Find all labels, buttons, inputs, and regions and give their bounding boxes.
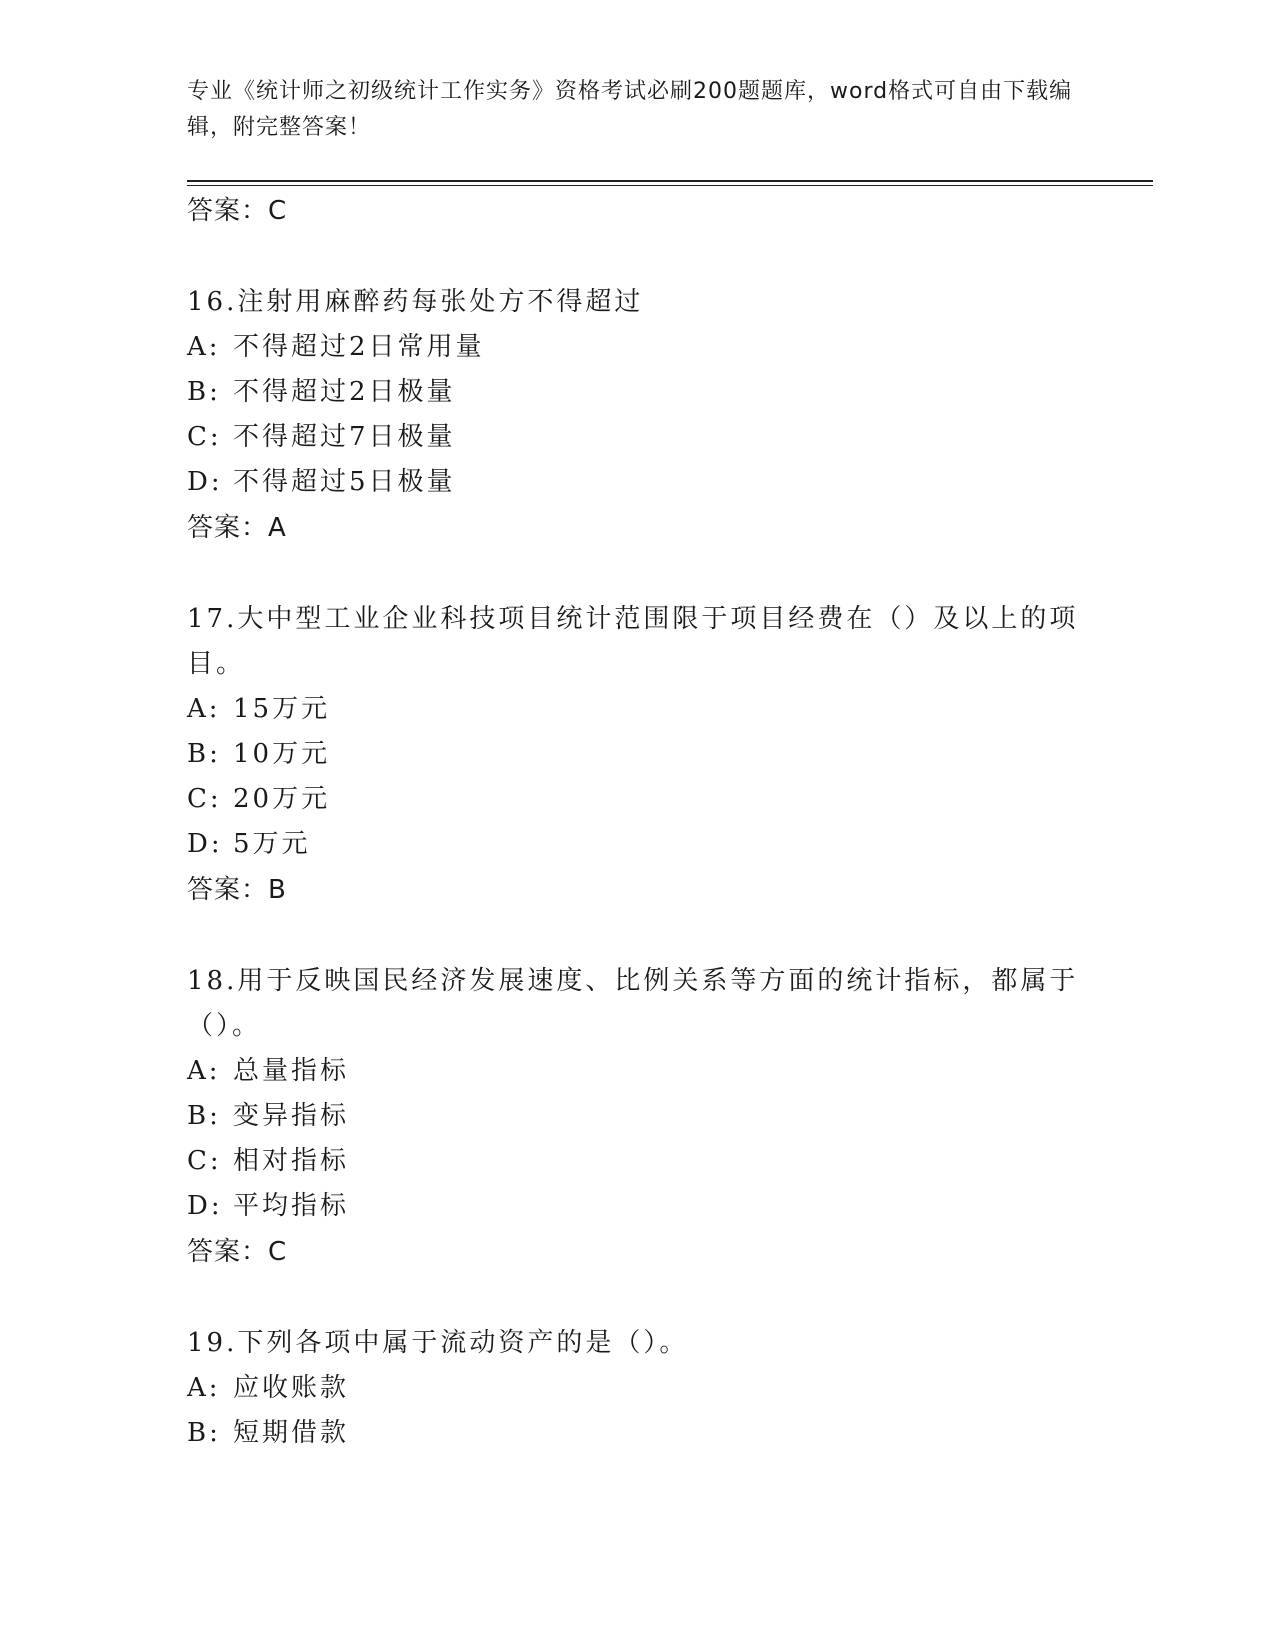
option-letter: C:	[187, 422, 222, 452]
option-b	[187, 370, 1087, 415]
option-letter: B:	[187, 739, 221, 769]
option-text: 5万元	[233, 829, 311, 859]
option-text: 相对指标	[233, 1146, 350, 1176]
option-c	[187, 415, 1087, 460]
option-a	[187, 325, 1087, 370]
option-d	[187, 1184, 1087, 1229]
option-letter: B:	[187, 1101, 221, 1131]
option-text: 变异指标	[233, 1101, 350, 1131]
option-text: 不得超过2日极量	[233, 377, 456, 407]
option-text: 短期借款	[233, 1418, 350, 1448]
question-text: 18.用于反映国民经济发展速度、比例关系等方面的统计指标，都属于（）。	[187, 966, 1079, 1041]
answer-line: 答案：A	[187, 513, 287, 543]
option-text: 不得超过2日常用量	[233, 332, 485, 362]
question-block	[187, 959, 1087, 1321]
option-a	[187, 687, 1087, 732]
option-letter: A:	[187, 1056, 221, 1086]
document-header: 专业《统计师之初级统计工作实务》资格考试必刷200题题库，word格式可自由下载编辑，附完整答案！	[187, 79, 1073, 140]
spacer	[187, 234, 1087, 280]
answer-line: 答案：C	[187, 1237, 288, 1267]
question-text: 17.大中型工业企业科技项目统计范围限于项目经费在（）及以上的项目。	[187, 604, 1079, 679]
option-d	[187, 460, 1087, 505]
answer-line: 答案：B	[187, 875, 287, 905]
option-d	[187, 822, 1087, 867]
option-letter: A:	[187, 1373, 221, 1403]
option-letter: C:	[187, 1146, 222, 1176]
option-text: 平均指标	[233, 1191, 350, 1221]
spacer	[187, 1275, 1087, 1321]
option-letter: D:	[187, 1191, 223, 1221]
option-a	[187, 1049, 1087, 1094]
question-text: 19.下列各项中属于流动资产的是（）。	[187, 1328, 689, 1358]
question-block	[187, 1321, 1087, 1456]
answer-line: 答案：C	[187, 196, 288, 226]
option-b	[187, 732, 1087, 777]
spacer	[187, 913, 1087, 959]
question-block	[187, 280, 1087, 597]
question-block	[187, 597, 1087, 959]
option-letter: C:	[187, 784, 222, 814]
option-text: 总量指标	[233, 1056, 350, 1086]
spacer	[187, 551, 1087, 597]
option-b	[187, 1411, 1087, 1456]
option-letter: B:	[187, 377, 221, 407]
option-b	[187, 1094, 1087, 1139]
option-a	[187, 1366, 1087, 1411]
option-letter: A:	[187, 332, 221, 362]
option-letter: D:	[187, 829, 223, 859]
option-text: 20万元	[233, 784, 331, 814]
header-divider-thick	[187, 180, 1153, 182]
header-divider-thin	[187, 185, 1153, 186]
option-letter: B:	[187, 1418, 221, 1448]
option-text: 应收账款	[233, 1373, 350, 1403]
option-c	[187, 1139, 1087, 1184]
option-text: 10万元	[233, 739, 331, 769]
option-text: 不得超过5日极量	[233, 467, 456, 497]
option-c	[187, 777, 1087, 822]
option-text: 不得超过7日极量	[233, 422, 456, 452]
option-text: 15万元	[233, 694, 331, 724]
option-letter: A:	[187, 694, 221, 724]
question-text: 16.注射用麻醉药每张处方不得超过	[187, 287, 644, 317]
question-list	[187, 188, 1087, 1456]
option-letter: D:	[187, 467, 223, 497]
